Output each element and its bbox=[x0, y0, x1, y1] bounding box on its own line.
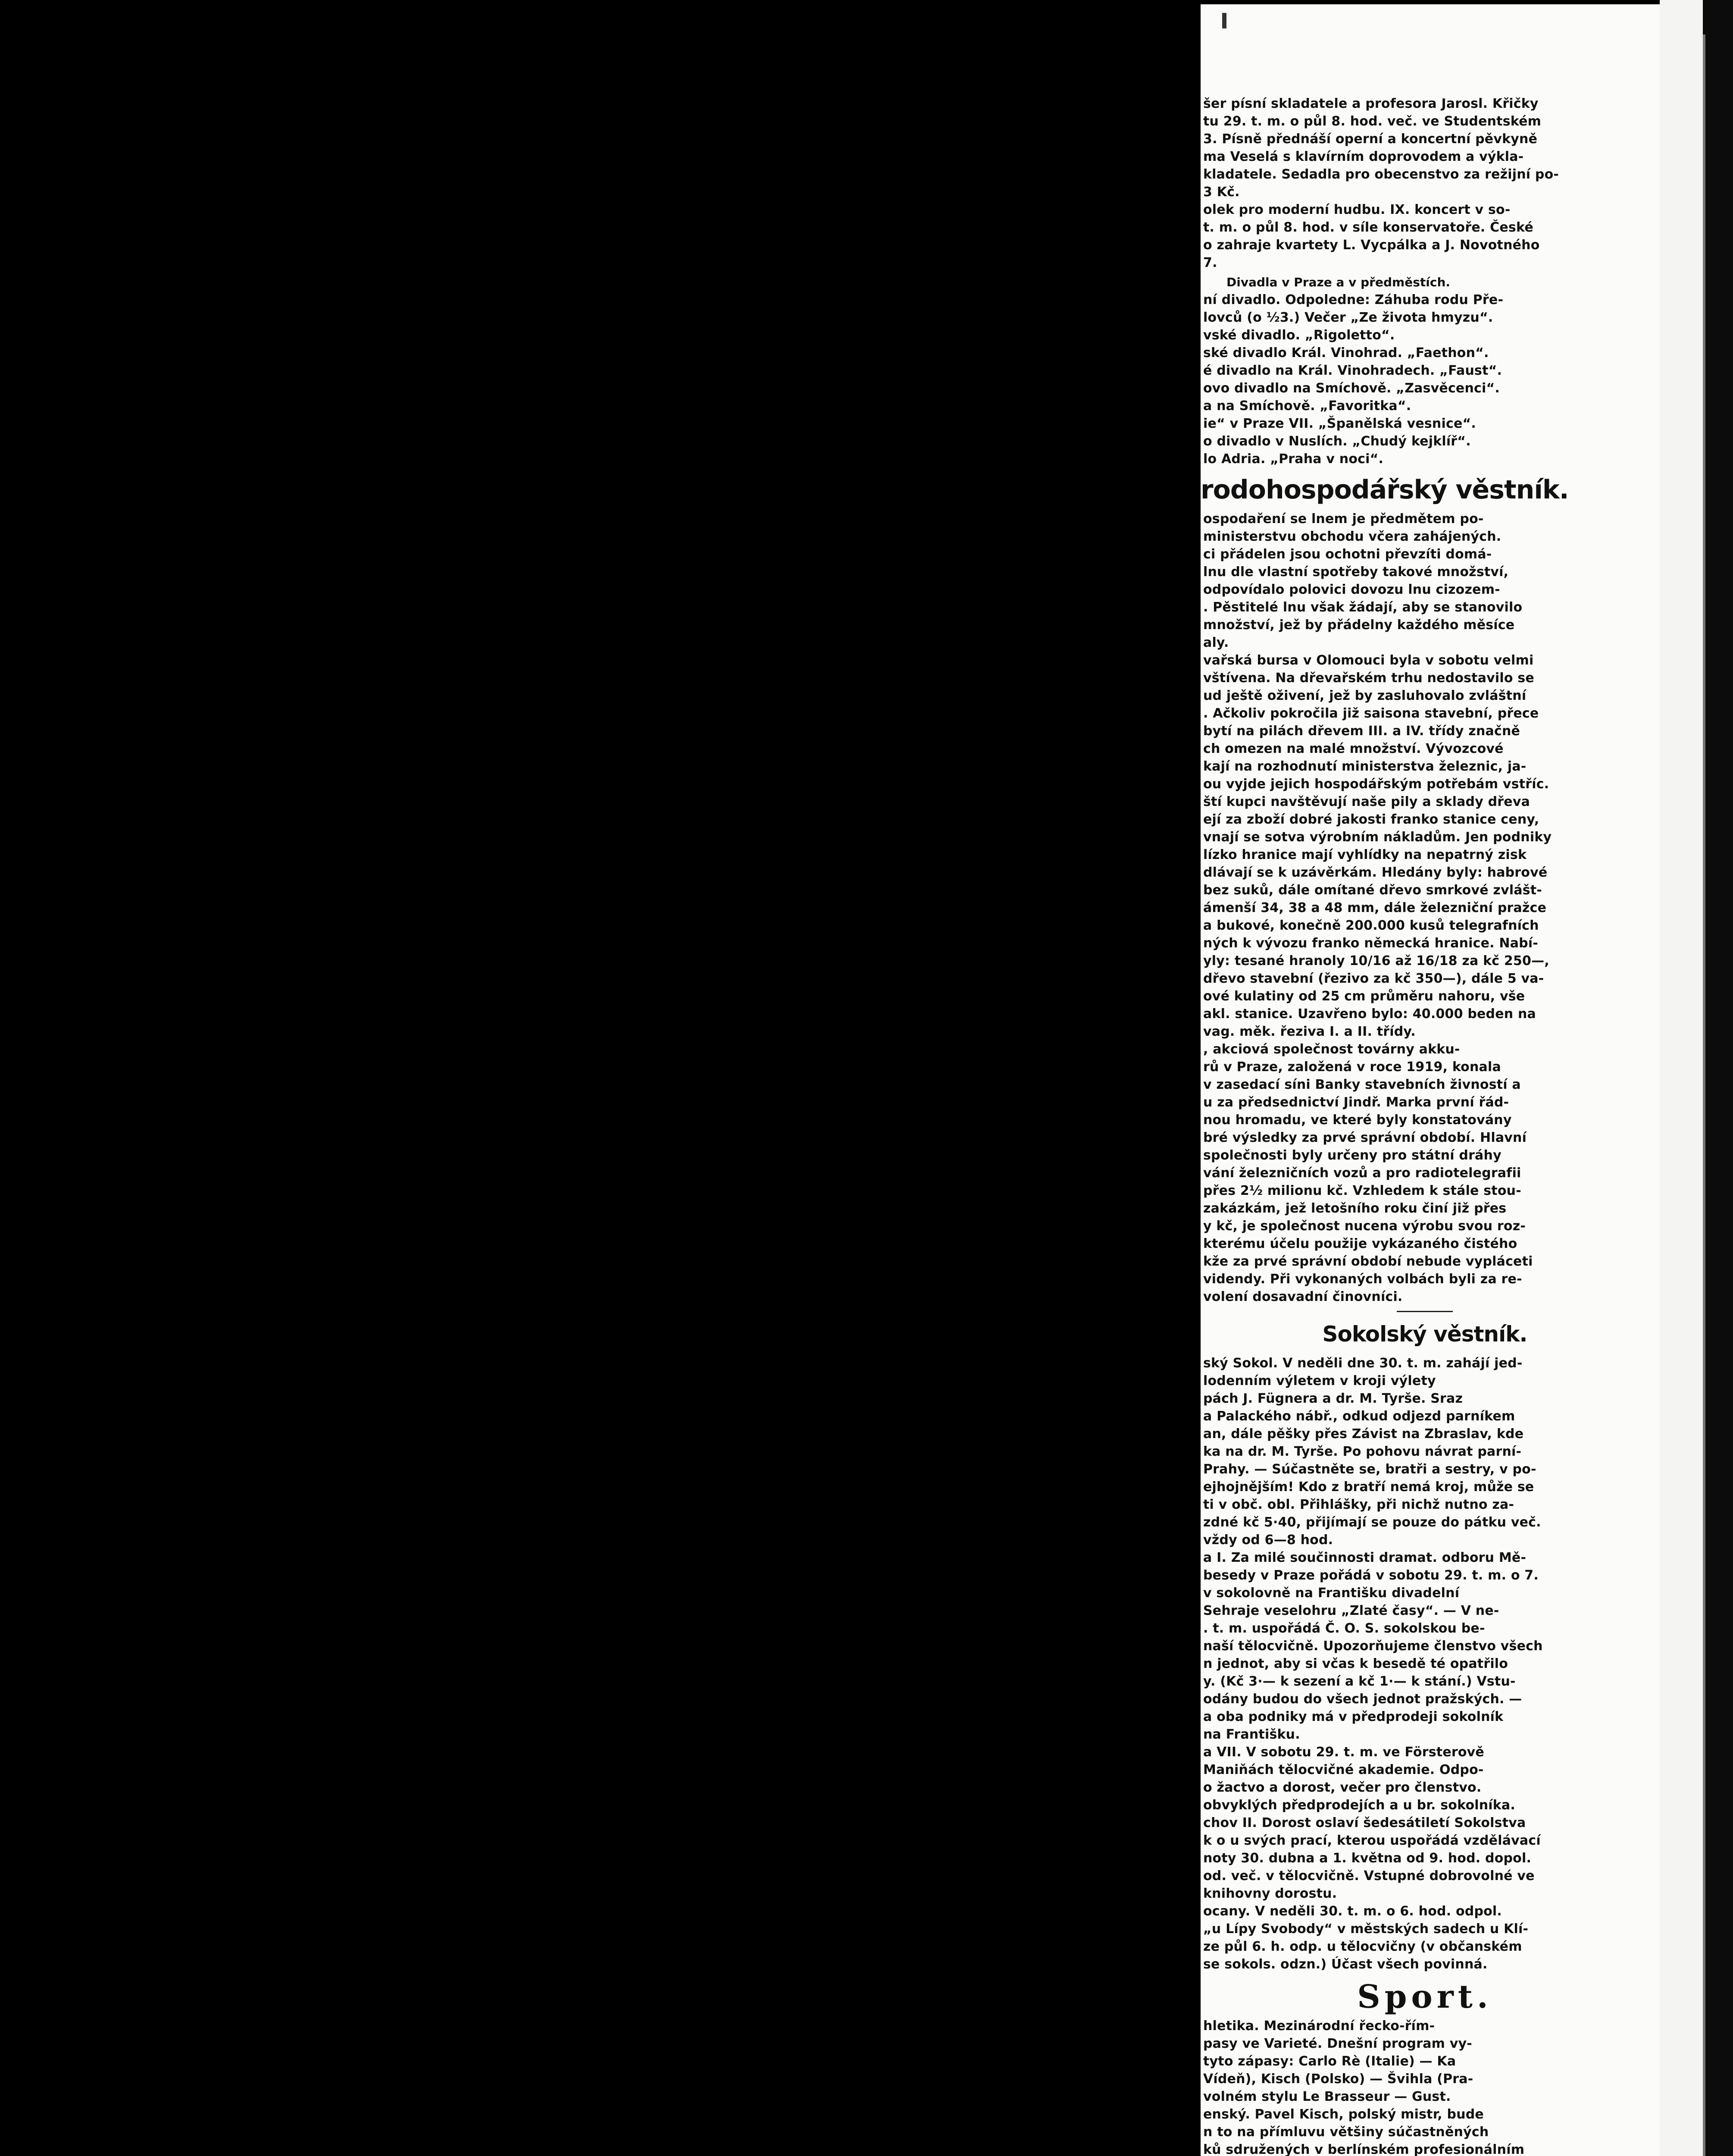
economy-line: y kč, je společnost nucena výrobu svou roz- bbox=[1203, 1219, 1526, 1234]
sport-line: volném stylu Le Brasseur — Gust. bbox=[1203, 2089, 1451, 2104]
economy-line: akl. stanice. Uzavřeno bylo: 40.000 beden na bbox=[1203, 1006, 1536, 1022]
economy-line: ejí za zboží dobré jakosti franko stanice ceny, bbox=[1203, 812, 1539, 827]
economy-line: . Ačkoliv pokročila již saisona stavební, přece bbox=[1203, 706, 1539, 721]
economy-line: vag. měk. řeziva I. a II. třídy. bbox=[1203, 1024, 1416, 1039]
economy-section bbox=[1201, 510, 1649, 1306]
page-gutter bbox=[1660, 0, 1703, 2156]
economy-line: vání železničních vozů a pro radiotelegrafii bbox=[1203, 1166, 1521, 1181]
sokol-line: ocany. V neděli 30. t. m. o 6. hod. odpol. bbox=[1203, 1904, 1502, 1919]
economy-line: dlávají se k uzávěrkám. Hledány byly: habrové bbox=[1203, 865, 1548, 880]
music-line: 3. Písně přednáší operní a koncertní pěvkyně bbox=[1203, 132, 1538, 147]
sokol-line: pách J. Fügnera a dr. M. Tyrše. Sraz bbox=[1203, 1391, 1463, 1406]
theatre-line: ské divadlo Král. Vinohrad. „Faethon“. bbox=[1203, 345, 1489, 360]
sokol-line: an, dále pěšky přes Závist na Zbraslav, kde bbox=[1203, 1426, 1524, 1442]
economy-line: vnají se sotva výrobním nákladům. Jen podniky bbox=[1203, 830, 1552, 845]
sokol-line: o žactvo a dorost, večer pro členstvo. bbox=[1203, 1780, 1482, 1795]
sokol-line: a VII. V sobotu 29. t. m. ve Försterově bbox=[1203, 1745, 1484, 1760]
economy-line: odpovídalo polovici dovozu lnu cizozem- bbox=[1203, 582, 1500, 597]
sokol-line: noty 30. dubna a 1. května od 9. hod. dopol. bbox=[1203, 1851, 1532, 1866]
sport-line: n to na přímluvu většiny súčastněných bbox=[1203, 2125, 1489, 2140]
music-line: kladatele. Sedadla pro obecenstvo za režijní po- bbox=[1203, 167, 1559, 182]
economy-line: ch omezen na malé množství. Vývozcové bbox=[1203, 741, 1504, 756]
sokol-line: chov II. Dorost oslaví šedesátiletí Sokolstva bbox=[1203, 1815, 1526, 1830]
sokol-line: a Palackého nábř., odkud odjezd parníkem bbox=[1203, 1409, 1515, 1424]
economy-line: kže za prvé správní období nebude vypláceti bbox=[1203, 1254, 1533, 1269]
theatre-line: a na Smíchově. „Favoritka“. bbox=[1203, 398, 1411, 414]
economy-line: ové kulatiny od 25 cm průměru nahoru, vše bbox=[1203, 989, 1525, 1004]
next-page-edge bbox=[1703, 0, 1733, 2156]
economy-line: dřevo stavební (řezivo za kč 350—), dále 5 va- bbox=[1203, 971, 1544, 986]
economy-line: aly. bbox=[1203, 635, 1229, 650]
economy-line: u za předsednictví Jindř. Marka první řád- bbox=[1203, 1095, 1509, 1110]
sokol-line: ka na dr. M. Tyrše. Po pohovu návrat parní- bbox=[1203, 1444, 1522, 1459]
column-text bbox=[1201, 95, 1649, 2156]
sokol-line: ejhojnějším! Kdo z bratří nemá kroj, může se bbox=[1203, 1479, 1534, 1495]
sokol-line: zdné kč 5·40, přijímají se pouze do pátku več. bbox=[1203, 1515, 1541, 1530]
economy-line: ou vyjde jejich hospodářským potřebám vstříc. bbox=[1203, 777, 1549, 792]
next-page-edge-line bbox=[1703, 34, 1705, 2156]
economy-line: ci přádelen jsou ochotni převzíti domá- bbox=[1203, 547, 1492, 562]
economy-line: nou hromadu, ve které byly konstatovány bbox=[1203, 1112, 1512, 1128]
theatre-line: lovců (o ½3.) Večer „Ze života hmyzu“. bbox=[1203, 310, 1493, 325]
music-line: 7. bbox=[1203, 255, 1217, 270]
music-section bbox=[1201, 95, 1649, 272]
sokol-line: Maniňách tělocvičné akademie. Odpo- bbox=[1203, 1762, 1484, 1777]
music-line: olek pro moderní hudbu. IX. koncert v so- bbox=[1203, 202, 1511, 217]
economy-line: množství, jež by přádelny každého měsíce bbox=[1203, 617, 1515, 633]
scan-artifact-mark bbox=[1222, 13, 1226, 28]
sport-line: enský. Pavel Kisch, polský mistr, bude bbox=[1203, 2107, 1484, 2122]
sport-line: pasy ve Varieté. Dnešní program vy- bbox=[1203, 2036, 1472, 2051]
music-line: ma Veselá s klavírním doprovodem a výkla- bbox=[1203, 149, 1524, 164]
theatre-line: vské divadlo. „Rigoletto“. bbox=[1203, 328, 1395, 343]
sokol-line: v sokolovně na Františku divadelní bbox=[1203, 1586, 1460, 1601]
sokol-line: n jednot, aby si včas k besedě té opatřilo bbox=[1203, 1656, 1508, 1671]
sokol-line: se sokols. odzn.) Účast všech povinná. bbox=[1203, 1957, 1488, 1972]
sokol-line: odány budou do všech jednot pražských. — bbox=[1203, 1692, 1522, 1707]
economy-line: ud ještě oživení, jež by zasluhovalo zvláštní bbox=[1203, 688, 1527, 703]
sokol-line: Prahy. — Súčastněte se, bratři a sestry, v po- bbox=[1203, 1462, 1536, 1477]
economy-line: lízko hranice mají vyhlídky na nepatrný zisk bbox=[1203, 847, 1527, 862]
sokol-line: Sehraje veselohru „Zlaté časy“. — V ne- bbox=[1203, 1603, 1499, 1618]
music-line: tu 29. t. m. o půl 8. hod. več. ve Studentském bbox=[1203, 114, 1542, 129]
sport-section bbox=[1201, 2017, 1649, 2156]
sokol-line: na Františku. bbox=[1203, 1727, 1300, 1742]
economy-line: vštívena. Na dřevařském trhu nedostavilo se bbox=[1203, 671, 1534, 686]
economy-line: volení dosavadní činovníci. bbox=[1203, 1289, 1403, 1304]
theatre-line: é divadlo na Král. Vinohradech. „Faust“. bbox=[1203, 363, 1502, 378]
economy-line: ámenší 34, 38 a 48 mm, dále železniční pražce bbox=[1203, 900, 1547, 915]
sport-line: hletika. Mezinárodní řecko-řím- bbox=[1203, 2018, 1435, 2034]
music-line: t. m. o půl 8. hod. v síle konservatoře. České bbox=[1203, 220, 1533, 235]
economy-line: zakázkám, jež letošního roku činí již přes bbox=[1203, 1201, 1507, 1216]
sokol-line: ský Sokol. V neděli dne 30. t. m. zahájí jed- bbox=[1203, 1356, 1523, 1371]
economy-line: kterému účelu použije vykázaného čistého bbox=[1203, 1236, 1517, 1251]
economy-line: ospodaření se lnem je předmětem po- bbox=[1203, 511, 1484, 526]
sokol-line: od. več. v tělocvičně. Vstupné dobrovolné ve bbox=[1203, 1868, 1535, 1883]
sokol-line: ti v obč. obl. Přihlášky, při nichž nutno za- bbox=[1203, 1497, 1514, 1512]
economy-line: bez suků, dále omítané dřevo smrkové zvlášt- bbox=[1203, 883, 1542, 898]
sokol-line: vždy od 6—8 hod. bbox=[1203, 1532, 1333, 1548]
economy-line: ští kupci navštěvují naše pily a sklady dřeva bbox=[1203, 794, 1530, 809]
sokol-line: besedy v Praze pořádá v sobotu 29. t. m. o 7. bbox=[1203, 1568, 1539, 1583]
theatre-section bbox=[1201, 291, 1649, 468]
sokol-line: a I. Za milé součinnosti dramat. odboru Mě- bbox=[1203, 1550, 1527, 1565]
economy-line: přes 2½ milionu kč. Vzhledem k stále stou- bbox=[1203, 1183, 1521, 1198]
economy-line: bytí na pilách dřevem III. a IV. třídy značně bbox=[1203, 724, 1520, 739]
sport-heading: Sport. bbox=[1357, 1978, 1492, 2015]
sport-line: ků sdružených v berlínském profesionálním bbox=[1203, 2142, 1525, 2156]
theatre-line: ní divadlo. Odpoledne: Záhuba rodu Pře- bbox=[1203, 292, 1504, 307]
economy-line: , akciová společnost továrny akku- bbox=[1203, 1042, 1460, 1057]
theatre-heading: Divadla v Praze a v předměstích. bbox=[1226, 275, 1451, 289]
sokol-line: lodenním výletem v kroji výlety bbox=[1203, 1373, 1436, 1388]
theatre-line: lo Adria. „Praha v noci“. bbox=[1203, 451, 1384, 467]
economy-line: kají na rozhodnutí ministerstva železnic, ja- bbox=[1203, 759, 1527, 774]
music-line: šer písní skladatele a profesora Jarosl. Křičky bbox=[1203, 96, 1539, 111]
section-divider bbox=[1397, 1311, 1453, 1312]
sport-line: Vídeň), Kisch (Polsko) — Švihla (Pra- bbox=[1203, 2071, 1473, 2087]
economy-line: v zasedací síni Banky stavebních živností a bbox=[1203, 1077, 1521, 1092]
economy-line: společnosti byly určeny pro státní dráhy bbox=[1203, 1148, 1502, 1163]
sokol-line: „u Lípy Svobody“ v městských sadech u Klí- bbox=[1203, 1921, 1529, 1937]
economy-line: ných k vývozu franko německá hranice. Nabí- bbox=[1203, 936, 1538, 951]
sokol-line: ze půl 6. h. odp. u tělocvičny (v občanském bbox=[1203, 1939, 1522, 1954]
sokol-line: obvyklých předprodejích a u br. sokolníka. bbox=[1203, 1798, 1515, 1813]
sokol-line: a oba podniky má v předprodeji sokolník bbox=[1203, 1709, 1504, 1724]
sokol-heading: Sokolský věstník. bbox=[1322, 1322, 1527, 1347]
economy-heading: rodohospodářský věstník. bbox=[1201, 475, 1569, 505]
sokol-line: . t. m. uspořádá Č. O. S. sokolskou be- bbox=[1203, 1621, 1485, 1636]
economy-line: bré výsledky za prvé správní období. Hlavní bbox=[1203, 1130, 1527, 1145]
music-line: o zahraje kvartety L. Vycpálka a J. Novotného bbox=[1203, 238, 1540, 253]
economy-line: videndy. Při vykonaných volbách byli za re- bbox=[1203, 1272, 1522, 1287]
sokol-line: k o u svých prací, kterou uspořádá vzdělávací bbox=[1203, 1833, 1541, 1848]
sokol-line: naší tělocvičně. Upozorňujeme členstvo všech bbox=[1203, 1639, 1543, 1654]
sport-line: tyto zápasy: Carlo Rè (Italie) — Ka bbox=[1203, 2054, 1456, 2069]
economy-line: yly: tesané hranoly 10/16 až 16/18 za kč 250—, bbox=[1203, 953, 1549, 968]
economy-line: rů v Praze, založená v roce 1919, konala bbox=[1203, 1059, 1501, 1075]
economy-line: ministerstvu obchodu včera zahájených. bbox=[1203, 529, 1502, 544]
economy-line: lnu dle vlastní spotřeby takové množství, bbox=[1203, 564, 1509, 580]
sokol-section bbox=[1201, 1354, 1649, 1973]
newspaper-column-strip bbox=[1201, 4, 1660, 2156]
theatre-line: ie“ v Praze VII. „Španělská vesnice“. bbox=[1203, 416, 1476, 431]
economy-line: . Pěstitelé lnu však žádají, aby se stanovilo bbox=[1203, 600, 1523, 615]
economy-line: a bukové, konečně 200.000 kusů telegrafních bbox=[1203, 918, 1539, 933]
sokol-line: knihovny dorostu. bbox=[1203, 1886, 1337, 1901]
theatre-line: ovo divadlo na Smíchově. „Zasvěcenci“. bbox=[1203, 381, 1500, 396]
theatre-line: o divadlo v Nuslích. „Chudý kejklíř“. bbox=[1203, 434, 1471, 449]
sokol-line: y. (Kč 3·— k sezení a kč 1·— k stání.) Vstu- bbox=[1203, 1674, 1516, 1689]
economy-line: vařská bursa v Olomouci byla v sobotu velmi bbox=[1203, 653, 1534, 668]
music-line: 3 Kč. bbox=[1203, 185, 1240, 200]
